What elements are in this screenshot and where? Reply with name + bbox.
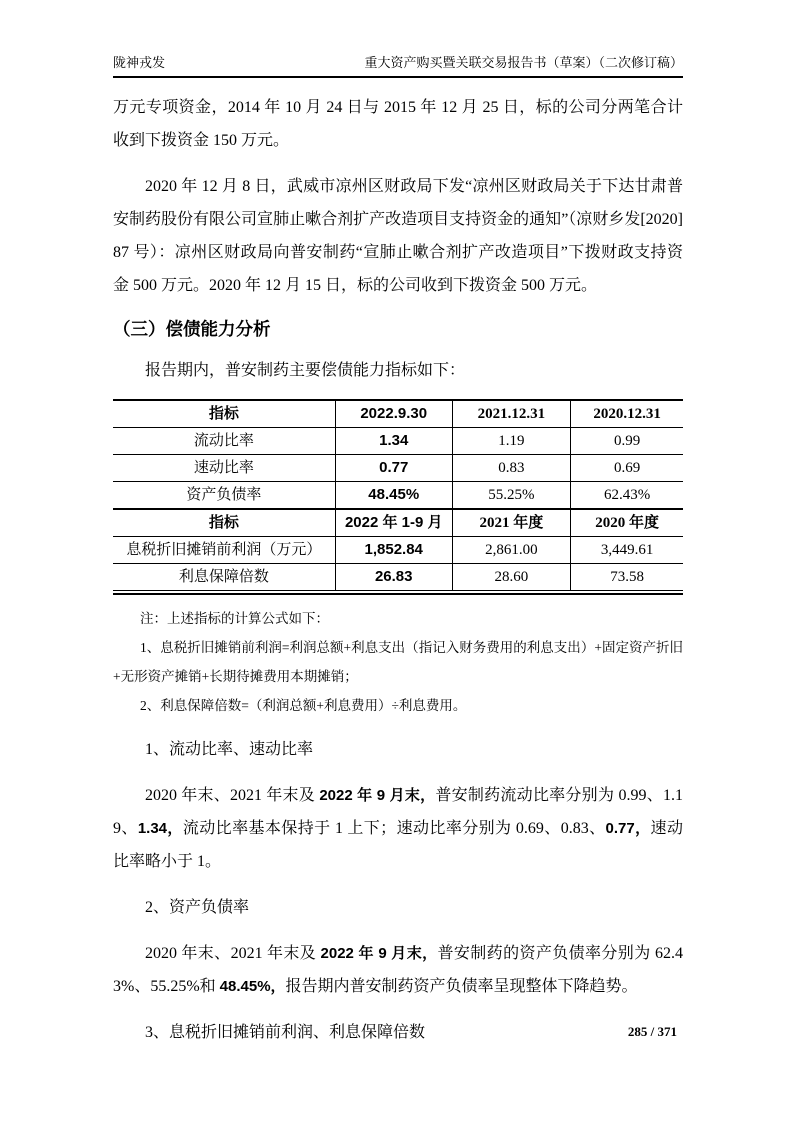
text-run: 普安制药的资产负债率分别为 62.43%、55.25%和 [113, 945, 683, 995]
text-run: 报告期内普安制药资产负债率呈现整体下降趋势。 [285, 978, 638, 995]
header-short-title: 陇神戎发 [113, 55, 166, 70]
table-header-cell: 2022 年 1-9 月 [335, 509, 452, 537]
solvency-table-wrapper [113, 399, 683, 595]
table-notes [113, 604, 683, 720]
table-header-cell: 2021 年度 [452, 509, 571, 537]
table-header-cell: 2020.12.31 [571, 400, 683, 428]
note-line: 2、利息保障倍数=（利润总额+利息费用）÷利息费用。 [140, 698, 467, 713]
section-heading-solvency: （三）偿债能力分析 [113, 319, 271, 339]
table-cell: 1.19 [452, 428, 571, 455]
table-cell: 息税折旧摊销前利润（万元） [113, 537, 335, 564]
table-cell: 62.43% [571, 482, 683, 510]
text-run: 48.45%， [219, 978, 286, 995]
text-run: 1.34， [137, 820, 183, 837]
table-cell: 0.83 [452, 455, 571, 482]
table-header-row [113, 400, 683, 428]
text-run: 普安制药流动比率分别为 0.99、1.19、 [113, 787, 683, 837]
table-row [113, 564, 683, 591]
table-header-cell: 指标 [113, 509, 335, 537]
table-cell: 3,449.61 [571, 537, 683, 564]
table-cell: 利息保障倍数 [113, 564, 335, 591]
text-run: 速动比率略小于 1。 [113, 820, 683, 870]
table-cell: 0.99 [571, 428, 683, 455]
page-content [113, 91, 683, 1049]
table-cell: 1,852.84 [335, 537, 452, 564]
text-run: 流动比率基本保持于 1 上下；速动比率分别为 0.69、0.83、 [182, 820, 606, 837]
table-row [113, 537, 683, 564]
table-cell: 26.83 [335, 564, 452, 591]
table-cell: 0.77 [335, 455, 452, 482]
header-report-title: 重大资产购买暨关联交易报告书（草案）（二次修订稿） [364, 55, 683, 70]
table-cell: 2,861.00 [452, 537, 571, 564]
table-cell: 流动比率 [113, 428, 335, 455]
solvency-indicators-table [113, 399, 683, 591]
table-row [113, 482, 683, 510]
table-header-row [113, 509, 683, 537]
table-cell: 48.45% [335, 482, 452, 510]
text-run: 2022 年 9 月末， [320, 945, 438, 962]
paragraph-current-ratio [113, 779, 683, 878]
subsection-heading-3: 3、息税折旧摊销前利润、利息保障倍数 [145, 1024, 426, 1041]
text-run: 2020 年末、2021 年末及 [145, 945, 321, 962]
table-header-cell: 指标 [113, 400, 335, 428]
note-line: 注：上述指标的计算公式如下： [140, 611, 329, 626]
table-cell: 55.25% [452, 482, 571, 510]
table-header-cell: 2020 年度 [571, 509, 683, 537]
text-run: 0.77， [605, 820, 651, 837]
subsection-heading-2: 2、资产负债率 [145, 899, 250, 916]
table-row [113, 455, 683, 482]
table-row [113, 428, 683, 455]
table-cell: 0.69 [571, 455, 683, 482]
subsection-heading-1: 1、流动比率、速动比率 [145, 741, 314, 758]
table-cell: 1.34 [335, 428, 452, 455]
note-line: 1、息税折旧摊销前利润=利润总额+利息支出（指记入财务费用的利息支出）+固定资产折旧+无形资产摊销+长期待摊费用本期摊销； [113, 640, 683, 684]
table-cell: 速动比率 [113, 455, 335, 482]
table-cell: 资产负债率 [113, 482, 335, 510]
paragraph-subsidy-2020: 2020 年 12 月 8 日，武威市凉州区财政局下发“凉州区财政局关于下达甘肃普安制药股份有限公司宣肺止嗽合剂扩产改造项目支持资金的通知”（凉财乡发[2020]87 号）：凉州区财政局向普安制药“宣肺止嗽合剂扩产改造项目”下拨财政支持资金 500 万元。2020 年 12 月 15 日，标的公司收到下拨资金 500 万元。 [113, 178, 683, 294]
page-header [113, 54, 683, 78]
table-cell: 28.60 [452, 564, 571, 591]
table-header-cell: 2021.12.31 [452, 400, 571, 428]
paragraph-continuation: 万元专项资金，2014 年 10 月 24 日与 2015 年 12 月 25 日，标的公司分两笔合计收到下拨资金 150 万元。 [113, 99, 683, 149]
text-run: 2022 年 9 月末， [319, 787, 436, 804]
paragraph-table-intro: 报告期内，普安制药主要偿债能力指标如下： [145, 362, 466, 379]
table-header-cell: 2022.9.30 [335, 400, 452, 428]
paragraph-debt-ratio [113, 937, 683, 1003]
text-run: 2020 年末、2021 年末及 [145, 787, 320, 804]
table-cell: 73.58 [571, 564, 683, 591]
page-number: 285 / 371 [627, 1024, 677, 1039]
